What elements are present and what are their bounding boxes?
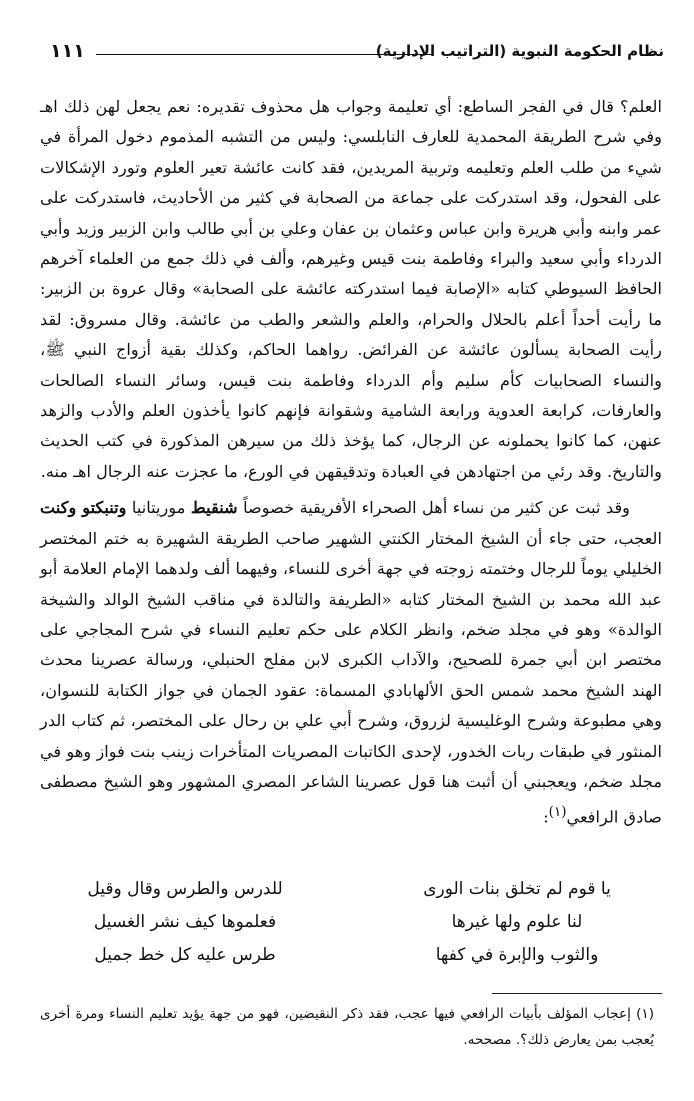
footnote-separator: [492, 993, 662, 994]
footnote-marker: (١): [548, 804, 567, 821]
p2-text-b: موريتانيا: [126, 498, 191, 518]
running-header: [50, 40, 664, 64]
poem-verse: [40, 906, 662, 939]
verse-second-hemistich: فعلموها كيف نشر الغسيل: [93, 912, 277, 932]
poem: [40, 873, 662, 972]
p2-text-a: وقد ثبت عن كثير من نساء أهل الصحراء الأفريقية خصوصاً: [237, 498, 631, 518]
book-title: نظام الحكومة النبوية (التراتيب الإدارية): [375, 42, 664, 60]
page-number: ١١١: [50, 40, 85, 62]
p2-shinqit: شنقيط: [190, 498, 238, 518]
verse-second-hemistich: للدرس والطرس وقال وقيل: [87, 879, 283, 899]
paragraph-2: [40, 493, 662, 833]
footnote: [40, 1001, 654, 1053]
verse-first-hemistich: يا قوم لم تخلق بنات الورى: [423, 879, 611, 899]
verse-first-hemistich: لنا علوم ولها غيرها: [451, 912, 583, 932]
paragraph-1: العلم؟ قال في الفجر الساطع: أي تعليمة وجواب هل محذوف تقديره: نعم يجعل لهن ذلك اهـ وفي شرح الطريقة المحمدية للعارف النابلسي: وليس من التشبه المذموم دخول المرأة في شيء من طلب العلم وتعليمه وتربية المريدين، فقد كانت عائشة تعير العلوم وتورد الإشكالات على الفحول، وقد استدركت على جماعة من الصحابة في كثير من الأحاديث، فاستدركت على عمر وابنه وأبي هريرة وابن عباس وعثمان بن عفان وعلي بن أبي طالب وابن الزبير وزيد وأبي الدرداء وأبي سعيد والبراء وفاطمة بنت قيس وغيرهم، وألف في ذلك جمع من العلماء آخرهم الحافظ السيوطي كتابه «الإصابة فيما استدركته عائشة على الصحابة» وقال عروة بن الزبير: ما رأيت أحداً أعلم بالحلال والحرام، والعلم والشعر والطب من عائشة. وقال مسروق: لقد رأيت الصحابة يسألون عائشة عن الفرائض. رواهما الحاكم، وكذلك بقية أزواج النبي ﷺ، والنساء الصحابيات كأم سليم وأم الدرداء وفاطمة بنت قيس، وسائر النساء الصالحات والعارفات، كرابعة العدوية ورابعة الشامية وشقوانة فإنهم كانوا يأخذون العلم والأدب والزهد عنهن، كما كانوا يحملونه عن الرجال، كما يؤخذ ذلك من سيرهن المذكورة في كتب الحديث والتاريخ. وقد رئي من اجتهادهن في العبادة وتدقيقهن في الورع، ما عجزت عنه الرجال اهـ منه.: [40, 97, 662, 481]
p2-text-c: العجب، حتى جاء أن الشيخ المختار الكنتي الشهير صاحب الطريقة الشهيرة به ختم المختصر الخليلي يوماً للرجال وختمته زوجته في جهة أخرى للنساء، وفيهما ألف ولدهما الإمام العلامة أبو عبد الله محمد بن الشيخ المختار كتابه «الطريفة والتالدة في مناقب الشيخ الوالد والشيخة الوالدة» وهو في مجلد ضخم، وانظر الكلام على حكم تعليم النساء في شرح المجاجي على مختصر ابن أبي جمرة للصحيح، والآداب الكبرى لابن مفلح الحنبلي، ورسالة عصرينا محدث الهند الشيخ محمد شمس الحق الألهابادي المسماة: عقود الجمان في جواز الكتابة للنسوان، وهي مطبوعة وشرح الوغليسية لزروق، وشرح أبي علي بن رحال على المختصر، ثم كتاب الدر المنثور في طبقات ربات الخدور، لإحدى الكاتبات المصريات المتأخرات زينب بنت فواز وهو في مجلد ضخم، ويعجبني أن أثبت هنا قول عصرينا الشاعر المصري المشهور وهو الشيخ مصطفى صادق الرافعي: [40, 528, 662, 827]
verse-first-hemistich: والثوب والإبرة في كفها: [435, 945, 599, 965]
footnote-text: (١) إعجاب المؤلف بأبيات الرافعي فيها عجب، فقد ذكر النقيضين، فهو من جهة يؤيد تعليم النساء ومرة أخرى يُعجب بمن يعارض ذلك؟. مصححه.: [40, 1006, 654, 1048]
poem-verse: [40, 873, 662, 906]
main-text: [40, 92, 662, 833]
p2-tinbuktu: وتنبكتو وكنت: [40, 498, 127, 518]
verse-second-hemistich: طرس عليه كل خط جميل: [94, 945, 276, 965]
poem-verse: [40, 939, 662, 972]
header-rule: [96, 54, 432, 55]
p2-text-end: :: [543, 807, 549, 827]
